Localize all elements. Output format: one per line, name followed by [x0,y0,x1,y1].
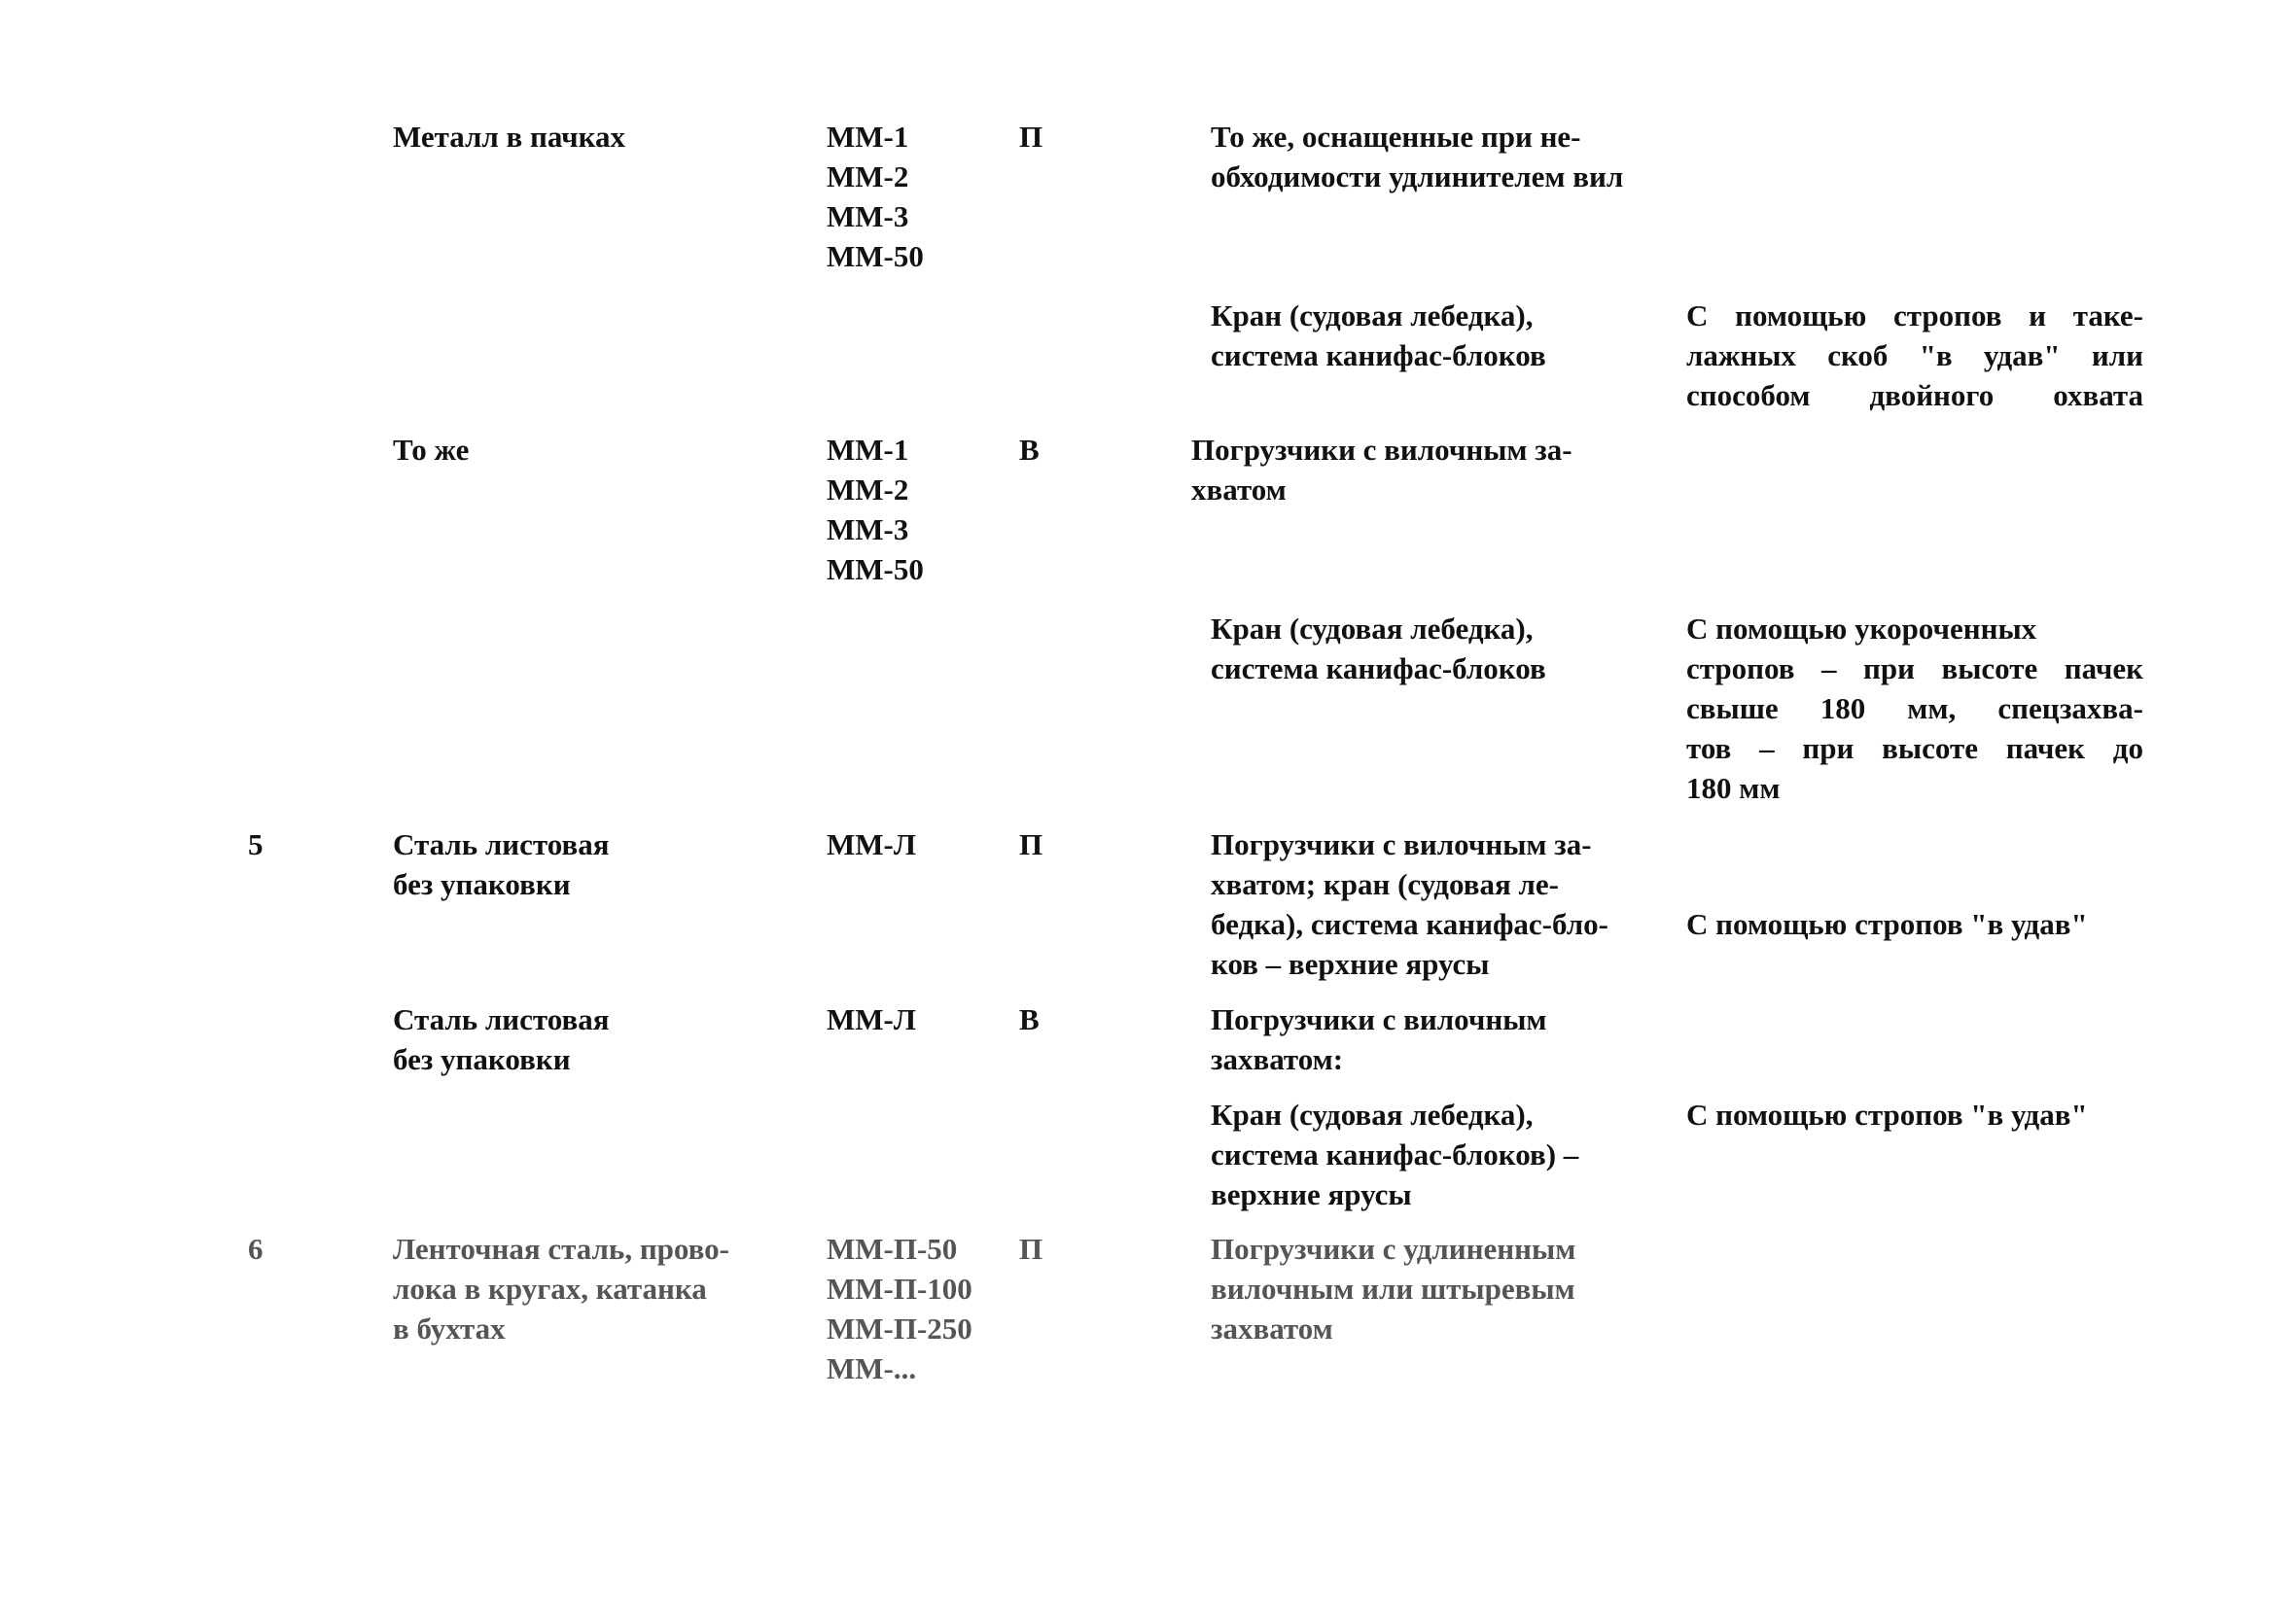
mark-line: ММ-50 [827,239,924,273]
mark-line: ММ-2 [827,159,909,193]
type-line: П [1019,827,1043,861]
mark-cell [827,117,924,276]
equipment-cell [1211,296,1546,375]
mark-line: ММ-Л [827,1002,916,1036]
type-line: П [1019,120,1043,154]
method-line: С помощью стропов и таке- [1686,298,2143,332]
equipment-cell [1211,1095,1578,1214]
mark-line: ММ-50 [827,552,924,586]
method-line: лажных скоб "в удав" или [1686,338,2143,372]
mark-line: ММ-Л [827,827,916,861]
mark-line: ММ-3 [827,512,909,546]
mark-line: ММ-1 [827,120,909,154]
type-line: В [1019,433,1040,467]
type-line: В [1019,1002,1040,1036]
cargo-line: То же [393,433,470,467]
equipment-line: Кран (судовая лебедка), [1211,612,1534,646]
equipment-line: захватом [1211,1312,1333,1346]
equipment-line: система канифас-блоков [1211,338,1546,372]
equipment-line: система канифас-блоков [1211,651,1546,685]
type-cell [1019,430,1040,470]
equipment-cell [1211,117,1623,196]
method-cell [1686,609,2143,808]
method-cell [1686,1095,2088,1135]
cargo-line: Ленточная сталь, прово- [393,1232,729,1266]
equipment-line: захватом: [1211,1042,1344,1076]
cargo-line: Металл в пачках [393,120,626,154]
equipment-line: вилочным или штыревым [1211,1272,1575,1306]
equipment-cell [1211,609,1546,688]
equipment-cell [1211,1229,1575,1348]
cargo-cell [393,999,609,1079]
equipment-line: верхние ярусы [1211,1177,1412,1211]
type-cell [1019,1229,1042,1269]
row-number [248,824,264,864]
mark-cell [827,430,924,589]
method-line: свыше 180 мм, спецзахва- [1686,691,2143,725]
equipment-line: Погрузчики с вилочным за- [1211,827,1592,861]
cargo-cell [393,117,625,157]
method-line: 180 мм [1686,771,1781,805]
method-line: С помощью стропов "в удав" [1686,1098,2088,1132]
equipment-line: обходимости удлинителем вил [1211,159,1624,193]
mark-line: ММ-П-50 [827,1232,958,1266]
type-line: П [1019,1232,1043,1266]
mark-cell [827,824,916,864]
row-number-text: 5 [248,827,264,861]
equipment-line: Кран (судовая лебедка), [1211,298,1534,332]
equipment-line: Погрузчики с вилочным за- [1191,433,1572,467]
type-cell [1019,999,1040,1039]
equipment-cell [1211,999,1547,1079]
equipment-line: То же, оснащенные при не- [1211,120,1581,154]
method-line: тов – при высоте пачек до [1686,731,2143,765]
cargo-cell [393,1229,729,1348]
method-cell [1686,904,2088,944]
row-number-text: 6 [248,1232,264,1266]
cargo-cell [393,824,609,904]
equipment-line: система канифас-блоков) – [1211,1137,1579,1172]
method-line: стропов – при высоте пачек [1686,651,2143,685]
equipment-line: ков – верхние ярусы [1211,947,1490,981]
cargo-line: без упаковки [393,867,571,901]
equipment-line: хватом [1191,472,1287,507]
mark-cell [827,999,916,1039]
equipment-cell [1191,430,1572,509]
cargo-line: без упаковки [393,1042,571,1076]
method-line: С помощью укороченных [1686,612,2037,646]
cargo-cell [393,430,469,470]
equipment-line: хватом; кран (судовая ле- [1211,867,1559,901]
mark-cell [827,1229,972,1388]
method-line: способом двойного охвата [1686,378,2143,412]
cargo-line: в бухтах [393,1312,506,1346]
type-cell [1019,117,1042,157]
mark-line: ММ-П-250 [827,1312,972,1346]
equipment-line: Кран (судовая лебедка), [1211,1098,1534,1132]
mark-line: ММ-3 [827,199,909,233]
row-number [248,1229,264,1269]
cargo-line: лока в кругах, катанка [393,1272,707,1306]
equipment-line: Погрузчики с удлиненным [1211,1232,1576,1266]
type-cell [1019,824,1042,864]
mark-line: ММ-... [827,1351,917,1385]
mark-line: ММ-П-100 [827,1272,972,1306]
method-line: С помощью стропов "в удав" [1686,907,2088,941]
cargo-line: Сталь листовая [393,1002,610,1036]
equipment-line: бедка), система канифас-бло- [1211,907,1608,941]
equipment-cell [1211,824,1608,984]
mark-line: ММ-2 [827,472,909,507]
mark-line: ММ-1 [827,433,909,467]
method-cell [1686,296,2143,415]
equipment-line: Погрузчики с вилочным [1211,1002,1547,1036]
cargo-line: Сталь листовая [393,827,610,861]
